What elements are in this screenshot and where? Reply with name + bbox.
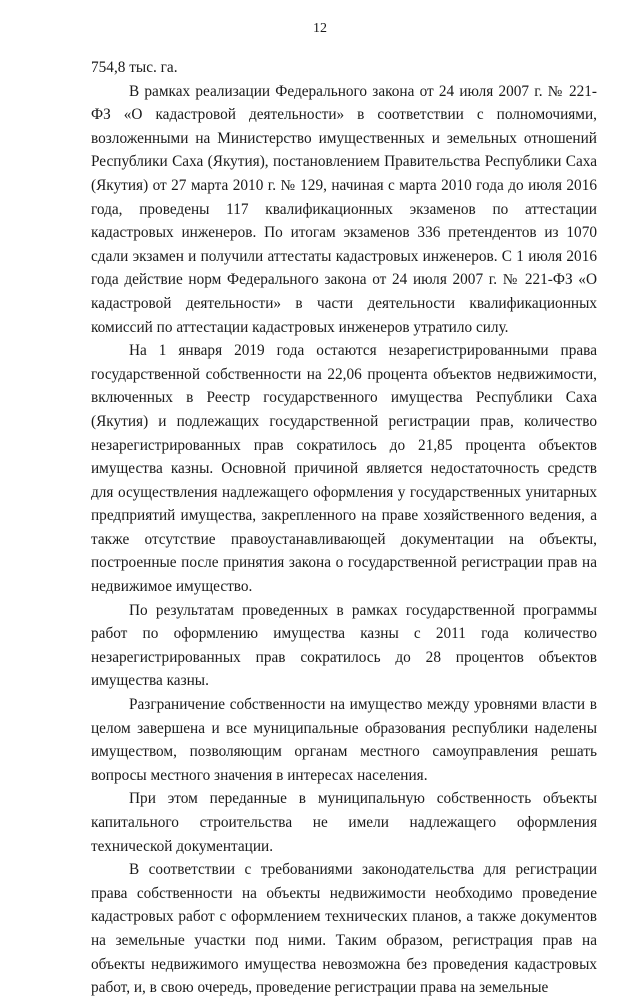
paragraph-municipal-objects: При этом переданные в муниципальную собственность объекты капитального строительства не имели надлежащего оформления технической документации. <box>91 790 597 855</box>
paragraph-registration-requirements: В соответствии с требованиями законодательства для регистрации права собственности на объекты недвижимости необходимо проведение кадастровых работ с оформлением технических планов, а также документов на земельные участки под ними. Таким образом, регистрация прав на объекты недвижимого имущества невозможна без проведения кадастровых работ, и, в свою очередь, проведение регистрации права на земельные <box>91 861 597 997</box>
paragraph-cadastral-law: В рамках реализации Федерального закона от 24 июля 2007 г. № 221-ФЗ «О кадастровой деятельности» в соответствии с полномочиями, возложенными на Министерство имущественных и земельных отношений Республики Саха (Якутия), постановлением Правительства Республики Саха (Якутия) от 27 марта 2010 г. № 129, начиная с марта 2010 года до июля 2016 года, проведены 117 квалификационных экзаменов по аттестации кадастровых инженеров. По итогам экзаменов 336 претендентов из 1070 сдали экзамен и получили аттестаты кадастровых инженеров. С 1 июля 2016 года действие норм Федерального закона от 24 июля 2007 г. № 221-ФЗ «О кадастровой деятельности» в части деятельности квалификационных комиссий по аттестации кадастровых инженеров утратило силу. <box>91 82 597 336</box>
paragraph-unregistered-rights: На 1 января 2019 года остаются незарегистрированными права государственной собственности на 22,06 процента объектов недвижимости, включенных в Реестр государственного имущества Республики Саха (Якутия) и подлежащих государственной регистрации прав, количество незарегистрированных прав сократилось до 21,85 процента объектов имущества казны. Основной причиной является недостаточность средств для осуществления надлежащего оформления у государственных унитарных предприятий имущества, закрепленного на праве хозяйственного ведения, а также отсутствие правоустанавливающей документации на объекты, построенные после принятия закона о государственной регистрации прав на недвижимое имущество. <box>91 342 597 596</box>
paragraph-continuation: 754,8 тыс. га. <box>91 59 178 76</box>
page-number: 12 <box>313 21 327 36</box>
paragraph-program-results: По результатам проведенных в рамках государственной программы работ по оформлению имущества казны с 2011 года количество незарегистрированных прав сократилось до 28 процентов объектов имущества казны. <box>91 601 597 690</box>
paragraph-property-delimitation: Разграничение собственности на имущество между уровнями власти в целом завершена и все муниципальные образования республики наделены имуществом, позволяющим органам местного самоуправления решать вопросы местного значения в интересах населения. <box>91 696 597 784</box>
document-body <box>91 56 597 1000</box>
